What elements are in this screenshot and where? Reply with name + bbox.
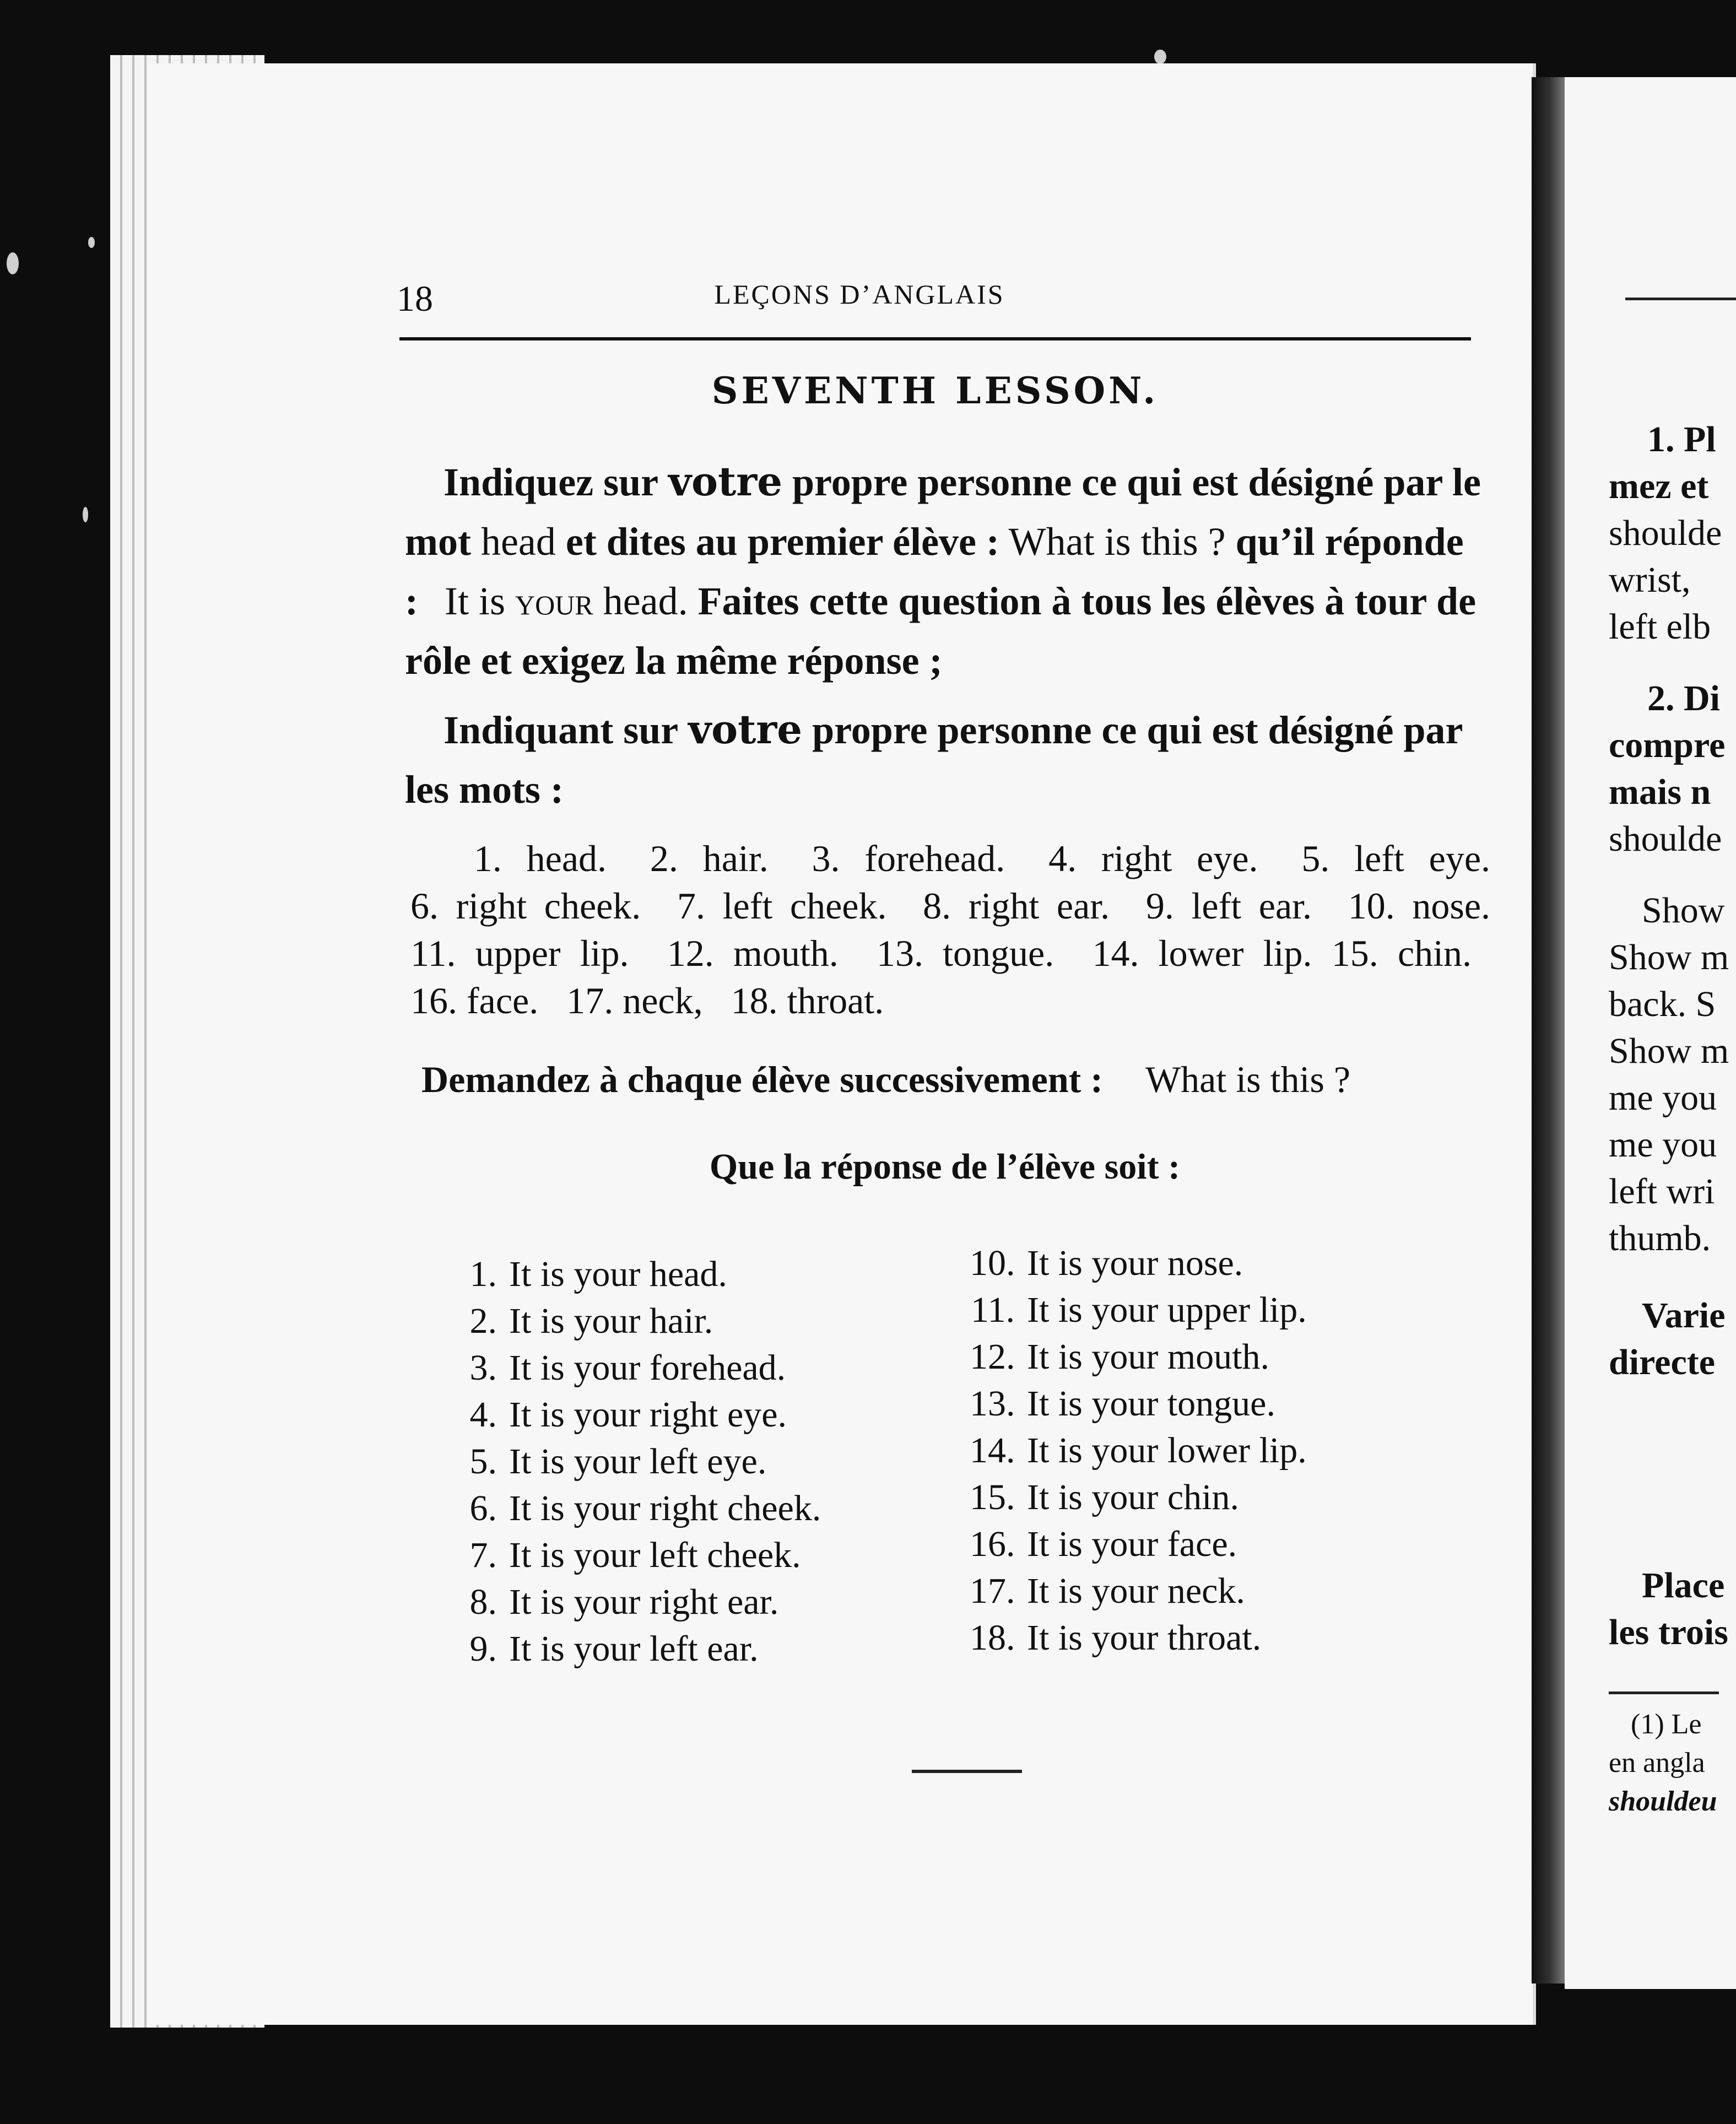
header-rule: [399, 337, 1471, 341]
answer-item: 3. It is your forehead.: [469, 1348, 786, 1388]
instruction-paragraph-1: [405, 452, 1485, 690]
answer-item: 11. It is your upper lip.: [970, 1290, 1307, 1330]
english-word: head: [480, 520, 556, 564]
vocabulary-item: 3. forehead.: [812, 837, 1005, 879]
answers-column-right: [970, 1240, 1465, 1661]
vocabulary-item: 7. left cheek.: [677, 885, 887, 927]
answer-item: 5. It is your left eye.: [469, 1441, 767, 1482]
answer-item: 18. It is your throat.: [970, 1618, 1262, 1658]
emphasis-word: votre: [688, 706, 803, 753]
text-run: propre personne ce qui est désigné par le mot: [405, 460, 1481, 564]
facing-footnote-fragment: shouldeu: [1609, 1786, 1717, 1817]
instruction-paragraph-2: [405, 700, 1485, 819]
answer-item: 4. It is your right eye.: [469, 1395, 787, 1435]
vocabulary-item: 16. face.: [410, 980, 539, 1022]
facing-text-fragment: directe: [1609, 1342, 1716, 1382]
facing-text-fragment: Show m: [1609, 1031, 1729, 1071]
facing-page: [1565, 77, 1736, 1989]
answer-item: 8. It is your right ear.: [469, 1582, 779, 1622]
vocabulary-item: 8. right ear.: [923, 885, 1110, 927]
lesson-title: SEVENTH LESSON.: [711, 369, 1159, 412]
facing-text-fragment: me you: [1609, 1125, 1717, 1165]
vocabulary-item: 9. left ear.: [1145, 885, 1312, 927]
facing-text-fragment: mais n: [1609, 772, 1711, 812]
facing-text-fragment: mez et: [1609, 466, 1709, 506]
vocabulary-item: 5. left eye.: [1301, 837, 1491, 879]
answer-item: 13. It is your tongue.: [970, 1383, 1275, 1424]
scan-speck: [88, 237, 95, 248]
facing-footnote-fragment: en angla: [1609, 1747, 1705, 1779]
vocabulary-list: [410, 835, 1490, 1024]
answer-item: 1. It is your head.: [469, 1254, 727, 1294]
emphasis-word: votre: [668, 458, 782, 505]
vocabulary-item: 11. upper lip.: [410, 932, 629, 974]
text-run: et dites au premier élève :: [565, 520, 999, 564]
running-title: LEÇONS D’ANGLAIS: [714, 279, 1005, 310]
vocabulary-item: 12. mouth.: [667, 932, 839, 974]
facing-text-fragment: shoulde: [1609, 513, 1722, 553]
text-run: Indiquez sur: [444, 460, 659, 504]
answer-item: 16. It is your face.: [970, 1524, 1237, 1564]
question-line: [421, 1058, 1501, 1101]
facing-text-fragment: Show: [1642, 890, 1725, 931]
vocabulary-item: 18. throat.: [731, 980, 884, 1022]
book-page: [148, 63, 1536, 2025]
book-gutter: [1532, 77, 1565, 1984]
facing-text-fragment: 1. Pl: [1647, 419, 1716, 460]
facing-text-fragment: 2. Di: [1647, 678, 1720, 718]
page-number: 18: [397, 279, 433, 319]
answer-item: 10. It is your nose.: [970, 1243, 1243, 1283]
text-run: Faites cette question à tous les élèves à tour de rôle et exigez la même réponse ;: [405, 579, 1477, 683]
text-run: Indiquant sur: [444, 708, 679, 752]
answer-item: 17. It is your neck.: [970, 1571, 1245, 1611]
text-run: qu’il réponde :: [405, 520, 1464, 623]
scan-speck: [83, 507, 88, 522]
question-label: Demandez à chaque élève successivement :: [421, 1058, 1103, 1100]
answer-item: 2. It is your hair.: [469, 1301, 713, 1341]
answer-item: 14. It is your lower lip.: [970, 1430, 1307, 1471]
facing-text-fragment: shoulde: [1609, 819, 1722, 859]
facing-text-fragment: Place: [1642, 1565, 1725, 1606]
english-question: What is this ?: [1008, 520, 1226, 564]
vocabulary-item: 15. chin.: [1331, 932, 1472, 974]
facing-text-fragment: wrist,: [1609, 560, 1691, 600]
answer-item: 9. It is your left ear.: [469, 1629, 759, 1669]
english-answer: head.: [603, 579, 688, 623]
scan-speck: [1154, 50, 1166, 64]
vocabulary-item: 6. right cheek.: [410, 885, 641, 927]
facing-text-fragment: Varie: [1642, 1295, 1726, 1336]
answers-column-left: [452, 1251, 937, 1672]
facing-header-rule: [1625, 298, 1736, 300]
facing-text-fragment: left elb: [1609, 607, 1711, 647]
vocabulary-item: 10. nose.: [1348, 885, 1491, 927]
text-run: propre personne ce qui est désigné par les mots :: [405, 708, 1463, 812]
facing-text-fragment: thumb.: [1609, 1218, 1711, 1258]
facing-text-fragment: Show m: [1609, 937, 1729, 977]
answer-heading: Que la réponse de l’élève soit :: [709, 1147, 1181, 1187]
question-text: What is this ?: [1145, 1058, 1350, 1100]
facing-text-fragment: back. S: [1609, 984, 1716, 1024]
answer-item: 7. It is your left cheek.: [469, 1535, 801, 1575]
vocabulary-item: 13. tongue.: [876, 932, 1054, 974]
facing-text-fragment: compre: [1609, 725, 1726, 765]
scan-speck: [7, 252, 19, 274]
vocabulary-item: 17. neck,: [566, 980, 703, 1022]
answer-item: 12. It is your mouth.: [970, 1337, 1269, 1377]
answer-item: 15. It is your chin.: [970, 1477, 1239, 1517]
vocabulary-item: 1. head.: [473, 837, 607, 879]
facing-text-fragment: left wri: [1609, 1171, 1715, 1212]
running-head: [253, 278, 1465, 322]
english-answer: It is: [444, 579, 505, 623]
facing-text-fragment: me you: [1609, 1078, 1717, 1118]
vocabulary-item: 4. right eye.: [1048, 837, 1258, 879]
vocabulary-item: 14. lower lip.: [1092, 932, 1312, 974]
closing-rule: [912, 1770, 1022, 1773]
footnote-rule: [1609, 1691, 1719, 1694]
english-answer-smallcaps: your: [515, 579, 593, 623]
answer-item: 6. It is your right cheek.: [469, 1488, 821, 1528]
vocabulary-item: 2. hair.: [650, 837, 769, 879]
facing-footnote-fragment: (1) Le: [1631, 1709, 1702, 1740]
facing-text-fragment: les trois: [1609, 1612, 1728, 1652]
